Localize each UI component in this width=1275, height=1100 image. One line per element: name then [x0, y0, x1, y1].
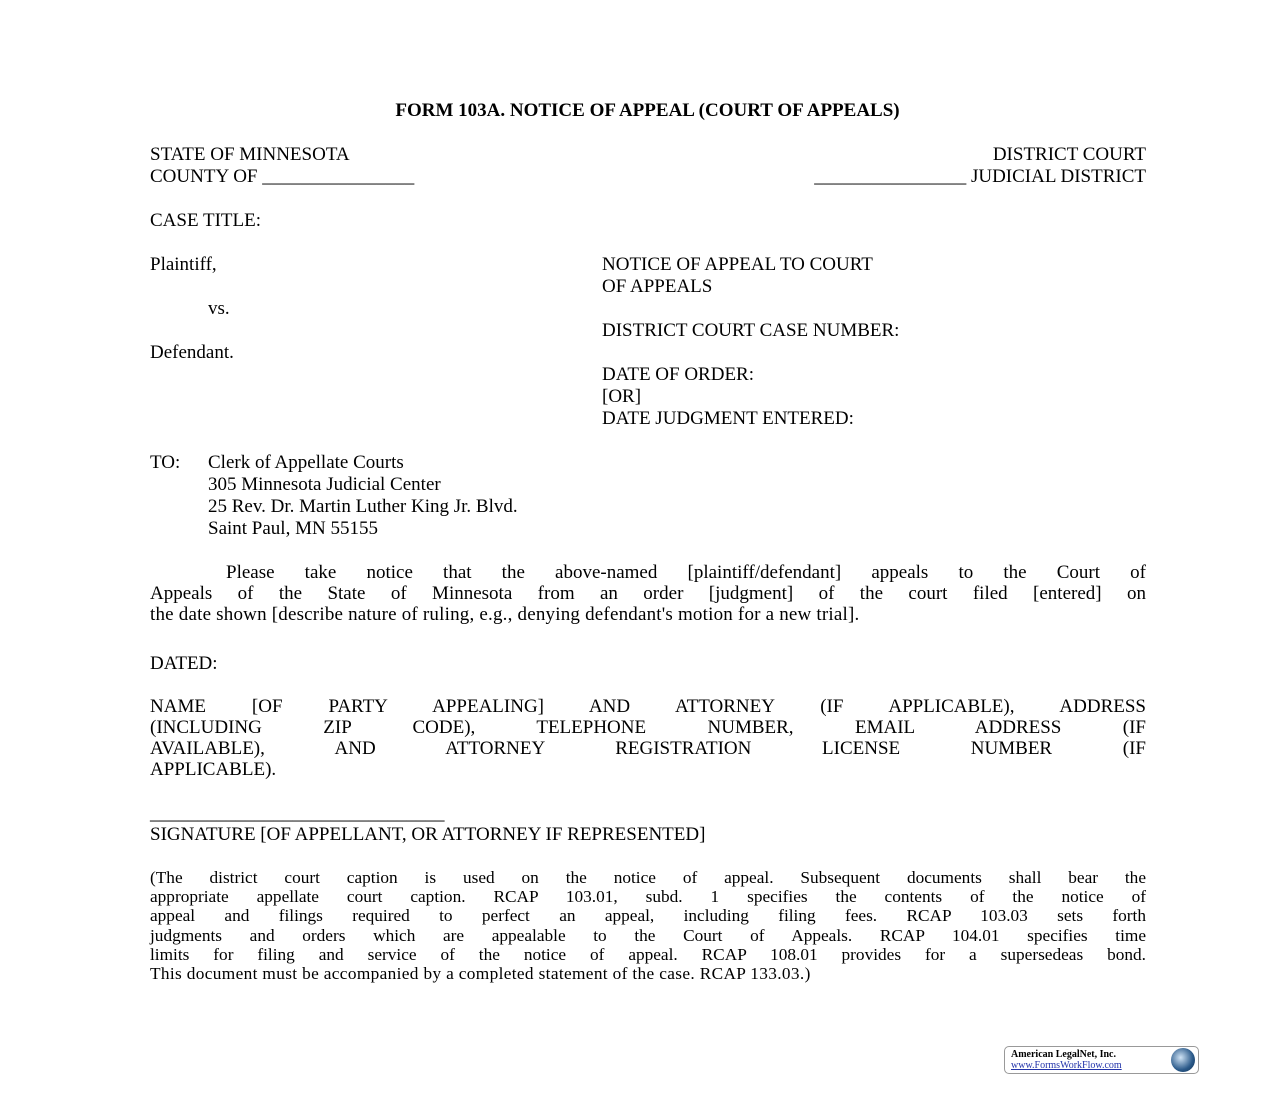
signature-label: SIGNATURE [OF APPELLANT, OR ATTORNEY IF REPRESENTED]	[150, 824, 706, 845]
county: COUNTY OF ________________	[150, 166, 415, 187]
plaintiff: Plaintiff,	[150, 254, 217, 275]
logo-url-link[interactable]: www.FormsWorkFlow.com	[1011, 1060, 1122, 1071]
footnote-line: (The district court caption is used on the notice of appeal. Subsequent documents shall bear the	[150, 868, 1146, 887]
footnote-line: appeal and filings required to perfect an appeal, including filing fees. RCAP 103.03 sets forth	[150, 906, 1146, 925]
footnote-line: judgments and orders which are appealable to the Court of Appeals. RCAP 104.01 specifies time	[150, 926, 1146, 945]
address-line: 25 Rev. Dr. Martin Luther King Jr. Blvd.	[208, 496, 518, 517]
judicial-district: ________________ JUDICIAL DISTRICT	[814, 166, 1146, 187]
name-block-line: NAME [OF PARTY APPEALING] AND ATTORNEY (IF APPLICABLE), ADDRESS	[150, 696, 1146, 717]
body-line: the date shown [describe nature of ruling, e.g., denying defendant's motion for a new trial].	[150, 604, 860, 625]
body-line: Appeals of the State of Minnesota from an order [judgment] of the court filed [entered] on	[150, 583, 1146, 604]
case-number-label: DISTRICT COURT CASE NUMBER:	[602, 320, 900, 341]
address-line: 305 Minnesota Judicial Center	[208, 474, 441, 495]
footnote-line: limits for filing and service of the notice of appeal. RCAP 108.01 provides for a supersedeas bond.	[150, 945, 1146, 964]
logo-name: American LegalNet, Inc.	[1011, 1049, 1116, 1060]
or-label: [OR]	[602, 386, 642, 407]
footnote-line: This document must be accompanied by a completed statement of the case. RCAP 133.03.)	[150, 964, 811, 983]
name-block-line: APPLICABLE).	[150, 759, 277, 780]
signature-line: _______________________________	[150, 803, 445, 824]
dated-label: DATED:	[150, 653, 218, 674]
date-of-order-label: DATE OF ORDER:	[602, 364, 755, 385]
state: STATE OF MINNESOTA	[150, 144, 350, 165]
form-title: FORM 103A. NOTICE OF APPEAL (COURT OF APPEALS)	[395, 100, 900, 121]
notice-heading-1: NOTICE OF APPEAL TO COURT	[602, 254, 873, 275]
vs: vs.	[208, 298, 230, 319]
notice-heading-2: OF APPEALS	[602, 276, 713, 297]
date-judgment-label: DATE JUDGMENT ENTERED:	[602, 408, 854, 429]
globe-icon	[1171, 1048, 1195, 1072]
court: DISTRICT COURT	[992, 144, 1146, 165]
address-line: Saint Paul, MN 55155	[208, 518, 378, 539]
to-label: TO:	[150, 452, 181, 473]
address-line: Clerk of Appellate Courts	[208, 452, 404, 473]
name-block-line: AVAILABLE), AND ATTORNEY REGISTRATION LICENSE NUMBER (IF	[150, 738, 1146, 759]
american-legalnet-logo[interactable]	[1004, 1046, 1199, 1074]
body-line: Please take notice that the above-named [plaintiff/defendant] appeals to the Court of	[226, 562, 1146, 583]
defendant: Defendant.	[150, 342, 234, 363]
name-block-line: (INCLUDING ZIP CODE), TELEPHONE NUMBER, EMAIL ADDRESS (IF	[150, 717, 1146, 738]
footnote-line: appropriate appellate court caption. RCAP 103.01, subd. 1 specifies the contents of the notice of	[150, 887, 1146, 906]
case-title: CASE TITLE:	[150, 210, 262, 231]
